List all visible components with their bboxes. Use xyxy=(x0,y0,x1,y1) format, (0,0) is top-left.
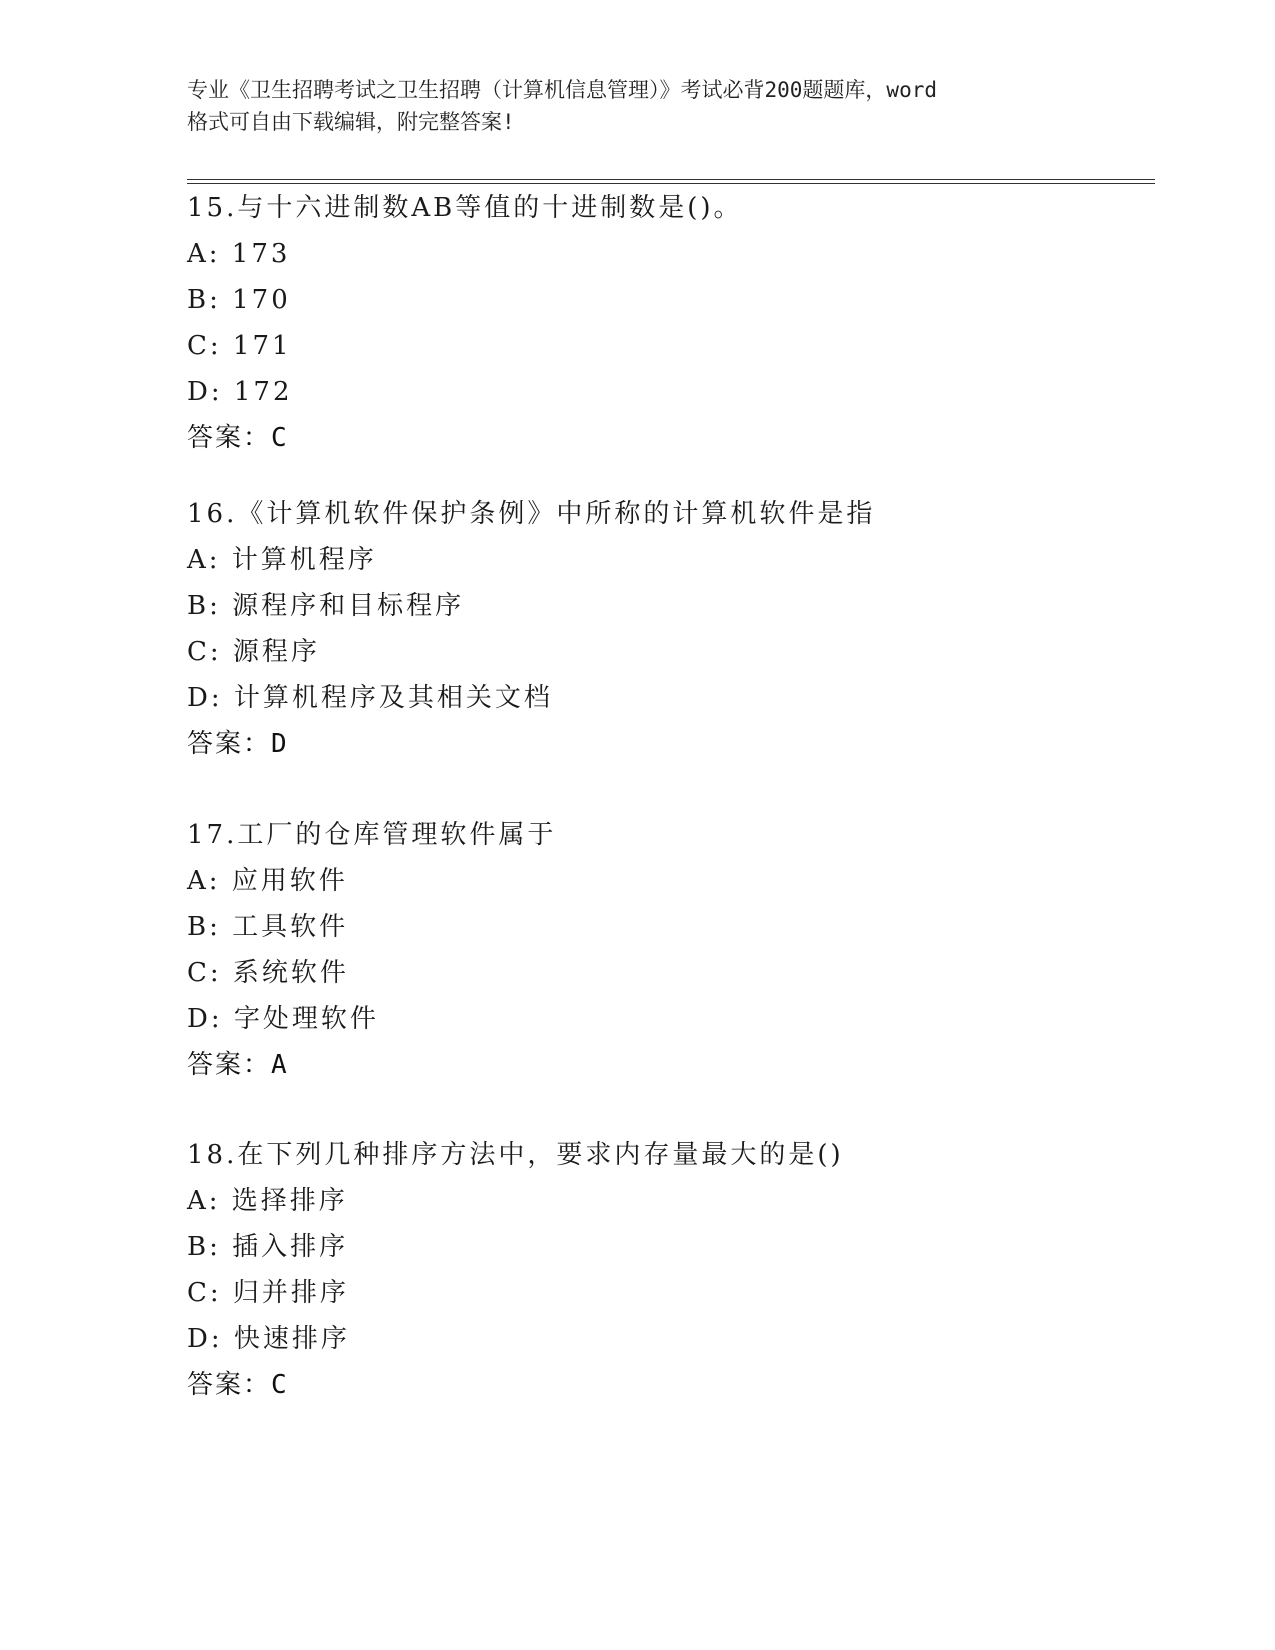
question-stem: 17.工厂的仓库管理软件属于 xyxy=(187,820,557,850)
option-a: A: 选择排序 xyxy=(187,1186,348,1216)
option-d: D: 计算机程序及其相关文档 xyxy=(187,683,553,713)
option-c: C: 归并排序 xyxy=(187,1278,349,1308)
header-divider-top xyxy=(187,179,1155,180)
option-c: C: 系统软件 xyxy=(187,958,349,988)
answer-label: 答案： xyxy=(187,1050,272,1080)
header-line-2: 格式可自由下载编辑，附完整答案! xyxy=(187,110,515,134)
answer-label: 答案： xyxy=(187,729,272,759)
document-header xyxy=(187,74,1087,138)
option-d: D: 字处理软件 xyxy=(187,1004,379,1034)
option-b: B: 170 xyxy=(187,285,291,315)
answer-label: 答案： xyxy=(187,423,272,453)
answer-label: 答案： xyxy=(187,1370,272,1400)
answer-line xyxy=(187,415,1155,461)
option-b: B: 插入排序 xyxy=(187,1232,349,1262)
question-15 xyxy=(187,185,1155,461)
option-c: C: 源程序 xyxy=(187,637,320,667)
answer-value: C xyxy=(271,423,287,453)
answer-value: C xyxy=(271,1370,287,1400)
option-d: D: 172 xyxy=(187,377,293,407)
answer-value: A xyxy=(271,1050,287,1080)
option-a: A: 应用软件 xyxy=(187,866,348,896)
answer-line xyxy=(187,1362,1155,1408)
question-18 xyxy=(187,1132,1155,1408)
option-a: A: 173 xyxy=(187,239,291,269)
header-line-1: 专业《卫生招聘考试之卫生招聘（计算机信息管理）》考试必背200题题库，word xyxy=(187,78,937,102)
header-divider-bottom xyxy=(187,183,1155,184)
question-stem: 15.与十六进制数AB等值的十进制数是()。 xyxy=(187,193,743,223)
option-c: C: 171 xyxy=(187,331,292,361)
question-stem: 18.在下列几种排序方法中，要求内存量最大的是() xyxy=(187,1140,844,1170)
answer-line xyxy=(187,721,1155,767)
answer-line xyxy=(187,1042,1155,1088)
question-stem: 16.《计算机软件保护条例》中所称的计算机软件是指 xyxy=(187,499,876,529)
answer-value: D xyxy=(271,729,287,759)
option-a: A: 计算机程序 xyxy=(187,545,377,575)
option-b: B: 源程序和目标程序 xyxy=(187,591,465,621)
question-16 xyxy=(187,491,1155,767)
option-d: D: 快速排序 xyxy=(187,1324,350,1354)
option-b: B: 工具软件 xyxy=(187,912,349,942)
question-17 xyxy=(187,812,1155,1088)
